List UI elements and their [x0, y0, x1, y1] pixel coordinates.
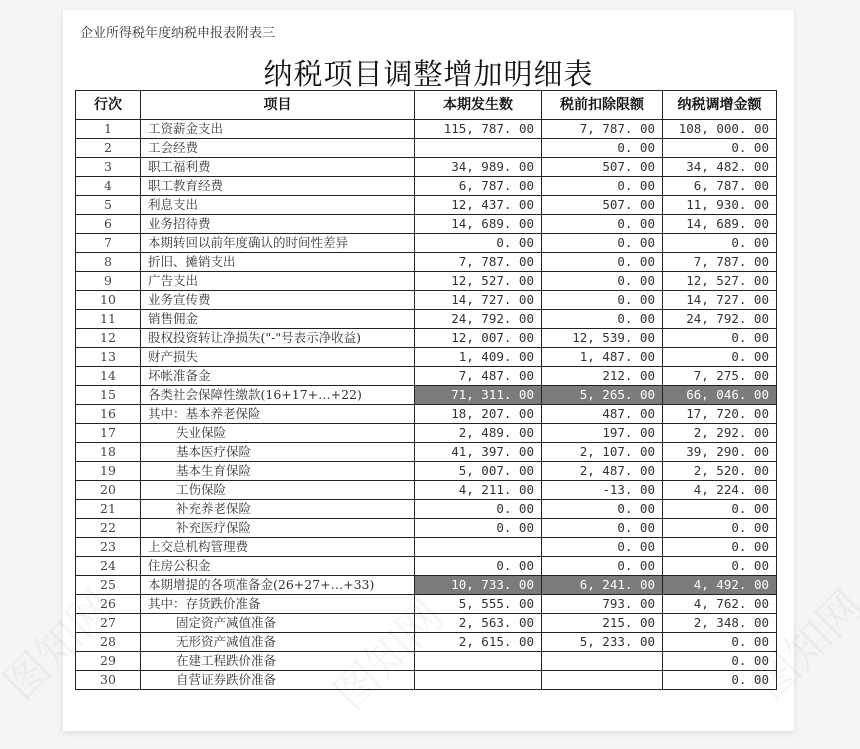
header-current-amount: 本期发生数: [415, 91, 542, 120]
item-cell: 坏帐准备金: [141, 367, 415, 386]
row-number-cell: 10: [76, 291, 141, 310]
tax-increase-cell: 66, 046. 00: [663, 386, 777, 405]
row-number-cell: 24: [76, 557, 141, 576]
table-row: [76, 158, 777, 177]
form-subtitle: 企业所得税年度纳税申报表附表三: [80, 26, 276, 41]
tax-increase-cell: 4, 224. 00: [663, 481, 777, 500]
table-row: [76, 633, 777, 652]
deduction-limit-cell: 7, 787. 00: [542, 120, 663, 139]
deduction-limit-cell: 5, 233. 00: [542, 633, 663, 652]
tax-increase-cell: 12, 527. 00: [663, 272, 777, 291]
table-row: [76, 671, 777, 690]
row-number-cell: 21: [76, 500, 141, 519]
row-number-cell: 26: [76, 595, 141, 614]
header-tax-increase: 纳税调增金额: [663, 91, 777, 120]
table-row: [76, 652, 777, 671]
item-cell: 本期增提的各项准备金(26+27+…+33): [141, 576, 415, 595]
tax-increase-cell: 4, 492. 00: [663, 576, 777, 595]
item-cell: 住房公积金: [141, 557, 415, 576]
tax-increase-cell: 24, 792. 00: [663, 310, 777, 329]
current-amount-cell: 0. 00: [415, 500, 542, 519]
item-cell: 利息支出: [141, 196, 415, 215]
table-row: [76, 310, 777, 329]
row-number-cell: 9: [76, 272, 141, 291]
current-amount-cell: 71, 311. 00: [415, 386, 542, 405]
current-amount-cell: 2, 563. 00: [415, 614, 542, 633]
row-number-cell: 22: [76, 519, 141, 538]
tax-increase-cell: 4, 762. 00: [663, 595, 777, 614]
current-amount-cell: 12, 437. 00: [415, 196, 542, 215]
table-row: [76, 519, 777, 538]
deduction-limit-cell: 0. 00: [542, 253, 663, 272]
deduction-limit-cell: 487. 00: [542, 405, 663, 424]
tax-increase-cell: 2, 348. 00: [663, 614, 777, 633]
row-number-cell: 7: [76, 234, 141, 253]
item-cell: 销售佣金: [141, 310, 415, 329]
row-number-cell: 4: [76, 177, 141, 196]
current-amount-cell: 5, 555. 00: [415, 595, 542, 614]
current-amount-cell: 6, 787. 00: [415, 177, 542, 196]
table-row: [76, 386, 777, 405]
table-row: [76, 367, 777, 386]
row-number-cell: 11: [76, 310, 141, 329]
row-number-cell: 18: [76, 443, 141, 462]
current-amount-cell: 24, 792. 00: [415, 310, 542, 329]
deduction-limit-cell: -13. 00: [542, 481, 663, 500]
current-amount-cell: 14, 727. 00: [415, 291, 542, 310]
table-row: [76, 348, 777, 367]
item-cell: 业务招待费: [141, 215, 415, 234]
current-amount-cell: 0. 00: [415, 234, 542, 253]
item-cell: 自营证券跌价准备: [141, 671, 415, 690]
tax-increase-cell: 0. 00: [663, 329, 777, 348]
row-number-cell: 6: [76, 215, 141, 234]
table-row: [76, 500, 777, 519]
current-amount-cell: [415, 671, 542, 690]
table-row: [76, 215, 777, 234]
row-number-cell: 15: [76, 386, 141, 405]
table-row: [76, 462, 777, 481]
item-cell: 补充养老保险: [141, 500, 415, 519]
tax-increase-cell: 11, 930. 00: [663, 196, 777, 215]
item-cell: 职工教育经费: [141, 177, 415, 196]
current-amount-cell: 4, 211. 00: [415, 481, 542, 500]
table-row: [76, 481, 777, 500]
current-amount-cell: 7, 487. 00: [415, 367, 542, 386]
row-number-cell: 27: [76, 614, 141, 633]
header-item: 项目: [141, 91, 415, 120]
current-amount-cell: 12, 007. 00: [415, 329, 542, 348]
row-number-cell: 1: [76, 120, 141, 139]
current-amount-cell: 5, 007. 00: [415, 462, 542, 481]
deduction-limit-cell: 0. 00: [542, 139, 663, 158]
item-cell: 基本生育保险: [141, 462, 415, 481]
tax-increase-cell: 7, 787. 00: [663, 253, 777, 272]
table-row: [76, 196, 777, 215]
current-amount-cell: 1, 409. 00: [415, 348, 542, 367]
current-amount-cell: 115, 787. 00: [415, 120, 542, 139]
table-row: [76, 557, 777, 576]
deduction-limit-cell: 0. 00: [542, 519, 663, 538]
deduction-limit-cell: 0. 00: [542, 500, 663, 519]
tax-increase-cell: 0. 00: [663, 500, 777, 519]
deduction-limit-cell: 12, 539. 00: [542, 329, 663, 348]
tax-increase-cell: 7, 275. 00: [663, 367, 777, 386]
row-number-cell: 17: [76, 424, 141, 443]
table-header-row: [76, 91, 777, 120]
deduction-limit-cell: 0. 00: [542, 291, 663, 310]
tax-increase-cell: 14, 727. 00: [663, 291, 777, 310]
item-cell: 基本医疗保险: [141, 443, 415, 462]
item-cell: 工伤保险: [141, 481, 415, 500]
tax-increase-cell: 0. 00: [663, 652, 777, 671]
row-number-cell: 2: [76, 139, 141, 158]
row-number-cell: 30: [76, 671, 141, 690]
item-cell: 在建工程跌价准备: [141, 652, 415, 671]
row-number-cell: 12: [76, 329, 141, 348]
current-amount-cell: 2, 615. 00: [415, 633, 542, 652]
deduction-limit-cell: 793. 00: [542, 595, 663, 614]
item-cell: 工会经费: [141, 139, 415, 158]
current-amount-cell: 0. 00: [415, 519, 542, 538]
table-row: [76, 120, 777, 139]
deduction-limit-cell: 6, 241. 00: [542, 576, 663, 595]
item-cell: 无形资产减值准备: [141, 633, 415, 652]
current-amount-cell: 12, 527. 00: [415, 272, 542, 291]
deduction-limit-cell: 507. 00: [542, 158, 663, 177]
row-number-cell: 16: [76, 405, 141, 424]
deduction-limit-cell: 1, 487. 00: [542, 348, 663, 367]
row-number-cell: 13: [76, 348, 141, 367]
current-amount-cell: [415, 538, 542, 557]
tax-increase-cell: 39, 290. 00: [663, 443, 777, 462]
deduction-limit-cell: 507. 00: [542, 196, 663, 215]
current-amount-cell: 0. 00: [415, 557, 542, 576]
table-row: [76, 538, 777, 557]
deduction-limit-cell: [542, 671, 663, 690]
current-amount-cell: 18, 207. 00: [415, 405, 542, 424]
deduction-limit-cell: 0. 00: [542, 272, 663, 291]
deduction-limit-cell: 2, 487. 00: [542, 462, 663, 481]
tax-increase-cell: 0. 00: [663, 557, 777, 576]
table-row: [76, 614, 777, 633]
deduction-limit-cell: 2, 107. 00: [542, 443, 663, 462]
table-row: [76, 424, 777, 443]
table-body: [76, 120, 777, 690]
current-amount-cell: [415, 652, 542, 671]
tax-increase-cell: 0. 00: [663, 671, 777, 690]
deduction-limit-cell: 212. 00: [542, 367, 663, 386]
tax-increase-cell: 0. 00: [663, 538, 777, 557]
row-number-cell: 14: [76, 367, 141, 386]
tax-increase-cell: 2, 292. 00: [663, 424, 777, 443]
deduction-limit-cell: 0. 00: [542, 177, 663, 196]
item-cell: 其中：基本养老保险: [141, 405, 415, 424]
item-cell: 固定资产减值准备: [141, 614, 415, 633]
row-number-cell: 20: [76, 481, 141, 500]
tax-increase-cell: 0. 00: [663, 348, 777, 367]
table-row: [76, 272, 777, 291]
deduction-limit-cell: 0. 00: [542, 538, 663, 557]
current-amount-cell: 41, 397. 00: [415, 443, 542, 462]
deduction-limit-cell: 0. 00: [542, 215, 663, 234]
item-cell: 各类社会保障性缴款(16+17+…+22): [141, 386, 415, 405]
tax-increase-cell: 0. 00: [663, 234, 777, 253]
tax-increase-cell: 14, 689. 00: [663, 215, 777, 234]
deduction-limit-cell: 0. 00: [542, 234, 663, 253]
table-row: [76, 139, 777, 158]
header-deduction-limit: 税前扣除限额: [542, 91, 663, 120]
tax-increase-cell: 0. 00: [663, 633, 777, 652]
deduction-limit-cell: 215. 00: [542, 614, 663, 633]
row-number-cell: 5: [76, 196, 141, 215]
current-amount-cell: 34, 989. 00: [415, 158, 542, 177]
item-cell: 工资薪金支出: [141, 120, 415, 139]
tax-increase-cell: 6, 787. 00: [663, 177, 777, 196]
tax-increase-cell: 108, 000. 00: [663, 120, 777, 139]
table-row: [76, 443, 777, 462]
table-row: [76, 253, 777, 272]
current-amount-cell: [415, 139, 542, 158]
item-cell: 广告支出: [141, 272, 415, 291]
row-number-cell: 28: [76, 633, 141, 652]
page-title: 纳税项目调整增加明细表: [263, 57, 594, 91]
row-number-cell: 23: [76, 538, 141, 557]
deduction-limit-cell: 0. 00: [542, 310, 663, 329]
tax-increase-cell: 34, 482. 00: [663, 158, 777, 177]
deduction-limit-cell: 0. 00: [542, 557, 663, 576]
item-cell: 职工福利费: [141, 158, 415, 177]
table-row: [76, 177, 777, 196]
current-amount-cell: 2, 489. 00: [415, 424, 542, 443]
item-cell: 业务宣传费: [141, 291, 415, 310]
document-page: [63, 10, 794, 731]
table-row: [76, 291, 777, 310]
item-cell: 失业保险: [141, 424, 415, 443]
current-amount-cell: 7, 787. 00: [415, 253, 542, 272]
deduction-limit-cell: [542, 652, 663, 671]
item-cell: 本期转回以前年度确认的时间性差异: [141, 234, 415, 253]
tax-increase-cell: 2, 520. 00: [663, 462, 777, 481]
item-cell: 补充医疗保险: [141, 519, 415, 538]
table-row: [76, 405, 777, 424]
item-cell: 其中：存货跌价准备: [141, 595, 415, 614]
tax-increase-cell: 17, 720. 00: [663, 405, 777, 424]
deduction-limit-cell: 197. 00: [542, 424, 663, 443]
tax-increase-cell: 0. 00: [663, 139, 777, 158]
deduction-limit-cell: 5, 265. 00: [542, 386, 663, 405]
table-row: [76, 595, 777, 614]
row-number-cell: 19: [76, 462, 141, 481]
item-cell: 上交总机构管理费: [141, 538, 415, 557]
table-row: [76, 576, 777, 595]
current-amount-cell: 10, 733. 00: [415, 576, 542, 595]
current-amount-cell: 14, 689. 00: [415, 215, 542, 234]
row-number-cell: 3: [76, 158, 141, 177]
header-row-number: 行次: [76, 91, 141, 120]
item-cell: 股权投资转让净损失("-"号表示净收益): [141, 329, 415, 348]
adjustment-table: [75, 90, 777, 690]
row-number-cell: 8: [76, 253, 141, 272]
item-cell: 财产损失: [141, 348, 415, 367]
item-cell: 折旧、摊销支出: [141, 253, 415, 272]
tax-increase-cell: 0. 00: [663, 519, 777, 538]
row-number-cell: 29: [76, 652, 141, 671]
table-row: [76, 329, 777, 348]
table-row: [76, 234, 777, 253]
row-number-cell: 25: [76, 576, 141, 595]
